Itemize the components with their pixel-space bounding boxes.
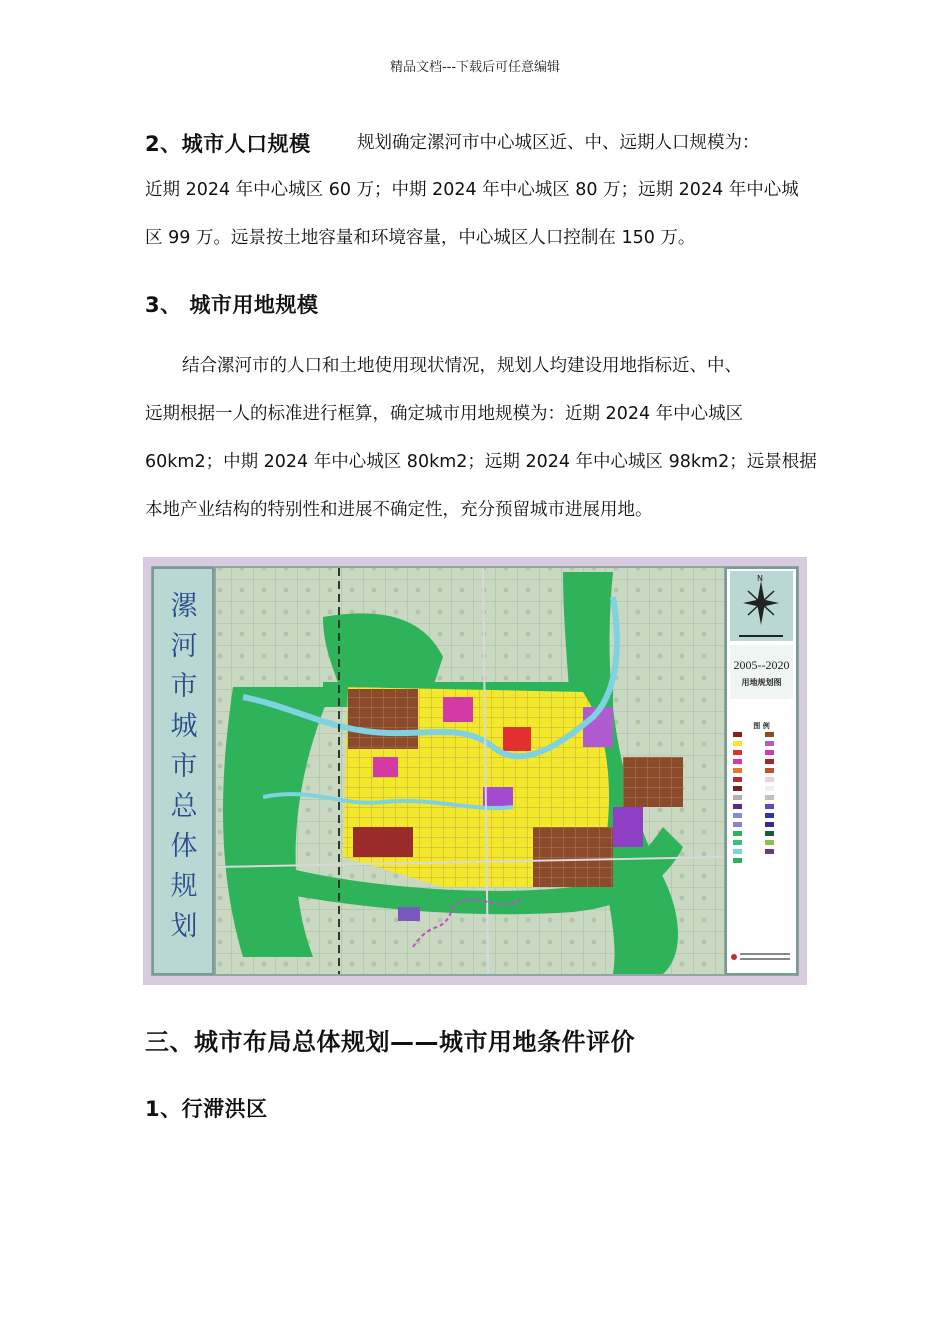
map-legend-title: 图 例 — [753, 722, 770, 730]
section-2-line-1: 规划确定漯河市中心城区近、中、远期人口规模为： — [357, 133, 760, 153]
section-3-line-4: 本地产业结构的特别性和进展不确定性，充分预留城市进展用地。 — [145, 500, 653, 520]
section-3-heading: 3、 城市用地规模 — [145, 293, 319, 317]
land-use-map-image — [143, 557, 807, 985]
section-3-line-3: 60km2；中期 2024 年中心城区 80km2；远期 2024 年中心城区 98km2；远景根据 — [145, 452, 817, 472]
section-2-heading: 2、城市人口规模 — [145, 132, 311, 156]
map-subtitle: 用地规划图 — [741, 678, 782, 687]
svg-text:N: N — [757, 574, 763, 583]
part-3-heading: 三、城市布局总体规划——城市用地条件评价 — [145, 1028, 635, 1056]
section-3-line-2: 远期根据一人的标准进行框算，确定城市用地规模为：近期 2024 年中心城区 — [145, 404, 744, 424]
section-2-line-2: 近期 2024 年中心城区 60 万；中期 2024 年中心城区 80 万；远期 2024 年中心城 — [145, 180, 799, 200]
section-2-line-3: 区 99 万。远景按土地容量和环境容量，中心城区人口控制在 150 万。 — [145, 228, 696, 248]
subsection-1-heading: 1、行滞洪区 — [145, 1097, 268, 1121]
section-3-line-1: 结合漯河市的人口和土地使用现状情况，规划人均建设用地指标近、中、 — [182, 356, 742, 376]
page-header: 精品文档---下载后可任意编辑 — [389, 60, 561, 75]
map-title-vertical: 漯 河 市 城 市 总 体 规 划 — [170, 591, 198, 942]
map-years: 2005--2020 — [733, 658, 790, 672]
